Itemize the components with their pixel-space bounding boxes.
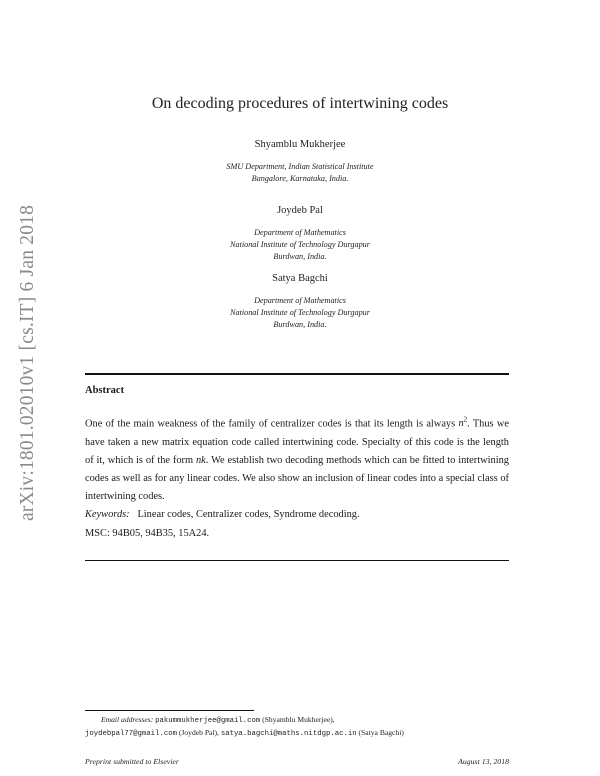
keywords-label: Keywords: [85, 509, 130, 521]
author-block-1 [0, 139, 600, 185]
math-nk: nk [195, 454, 206, 466]
paper-title: On decoding procedures of intertwining codes [151, 95, 449, 112]
affiliation-line: Department of Mathematics [254, 296, 346, 305]
author-block-2 [0, 205, 600, 264]
keywords-text: Linear codes, Centralizer codes, Syndrome decoding. [137, 509, 360, 521]
footnote-label: Email addresses: [101, 715, 154, 724]
author-name: Joydeb Pal [277, 205, 323, 216]
math-n-squared: $n^2$ [458, 416, 468, 430]
affiliation-line: Department of Mathematics [254, 228, 346, 237]
affiliation-line: Burdwan, India. [273, 252, 327, 262]
abstract-body [85, 411, 509, 543]
keywords-line [85, 506, 509, 524]
affiliation-line: National Institute of Technology Durgapur [230, 308, 370, 318]
email-link[interactable]: joydebpal77@gmail.com [85, 730, 177, 738]
footer-date: August 13, 2018 [458, 757, 509, 766]
affiliation-line: Burdwan, India. [273, 320, 327, 330]
abstract-text: One of the main weakness of the family of centralizer codes is that its length is always $n^2$. Thus we have taken a new matrix equation code called intertwining code. Specialty of this code is the length of it, which is of the form nk. We establish two decoding methods which can be fitted to intertwining codes as well as for any linear codes. We also show an inclusion of linear codes into a special class of intertwining codes. [85, 416, 509, 503]
msc-line: MSC: 94B05, 94B35, 15A24. [85, 527, 210, 539]
affiliation-line: Bangalore, Karnataka, India. [251, 174, 349, 184]
email-link[interactable]: satya.bagchi@maths.nitdgp.ac.in [220, 730, 357, 738]
page-footer [85, 757, 509, 766]
footnote-rule [85, 710, 254, 711]
author-name: Shyamblu Mukherjee [254, 139, 346, 150]
email-link[interactable]: pakummukherjee@gmail.com [155, 717, 261, 725]
email-owner: (Shyamblu Mukherjee), [262, 715, 335, 724]
affiliation-line: SMU Department, Indian Statistical Institute [226, 162, 374, 171]
footnote-emails [85, 714, 509, 740]
abstract-bottom-rule [85, 560, 509, 561]
author-block-3 [0, 273, 600, 332]
author-name: Satya Bagchi [272, 273, 328, 284]
email-owner: (Satya Bagchi) [358, 728, 404, 737]
footer-journal: Preprint submitted to Elsevier [85, 757, 179, 766]
abstract-top-rule [85, 373, 509, 375]
affiliation-line: National Institute of Technology Durgapur [230, 240, 370, 250]
abstract-heading: Abstract [85, 385, 125, 396]
arxiv-identifier: arXiv:1801.02010v1 [cs.IT] 6 Jan 2018 [17, 204, 38, 522]
email-owner: (Joydeb Pal), [178, 728, 219, 737]
